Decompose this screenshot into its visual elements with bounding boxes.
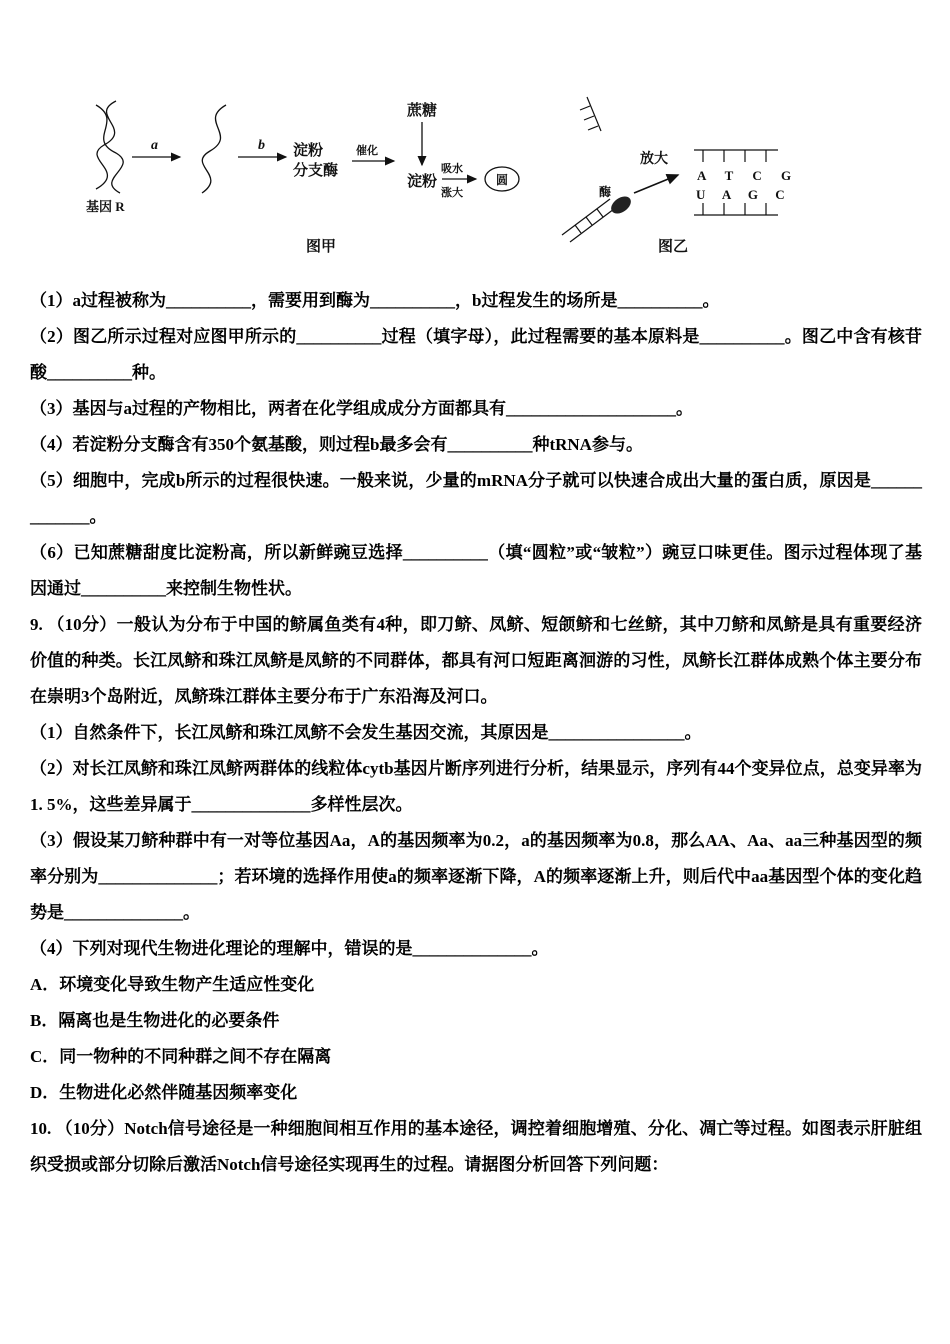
paragraph: 10. （10分）Notch信号途径是一种细胞间相互作用的基本途径，调控着细胞增殖、分化、凋亡等过程。如图表示肝脏组织受损或部分切除后激活Notch信号途径实现再生的过程。请据图分析回答下列问题： xyxy=(30,1119,922,1174)
gene-label: 基因 R xyxy=(86,199,125,214)
magnify-label: 放大 xyxy=(640,152,668,167)
figure-yi-caption: 图乙 xyxy=(658,239,689,255)
arrow-b-label: b xyxy=(258,138,265,153)
paragraph: B．隔离也是生物进化的必要条件 xyxy=(30,1011,280,1030)
template-strand-lower xyxy=(562,199,618,242)
branching-enzyme-line1: 淀粉 xyxy=(293,143,324,159)
paragraph: （2）对长江凤鲚和珠江凤鲚两群体的线粒体cytb基因片断序列进行分析，结果显示，序列有44个变异位点，总变异率为1. 5%，这些差异属于______________多样性层次。 xyxy=(30,759,922,814)
paragraph: （3）基因与a过程的产物相比，两者在化学组成成分方面都具有____________________。 xyxy=(30,399,693,418)
paragraph: （5）细胞中，完成b所示的过程很快速。一般来说，少量的mRNA分子就可以快速合成出大量的蛋白质，原因是_____________。 xyxy=(30,471,922,526)
question-body xyxy=(30,283,922,1183)
rna-polymerase-enzyme-shape xyxy=(608,193,634,217)
figure-jia-caption: 图甲 xyxy=(306,239,337,255)
dna-bases-row: A T C G xyxy=(697,168,800,183)
paragraph: （4）若淀粉分支酶含有350个氨基酸，则过程b最多会有__________种tRNA参与。 xyxy=(30,435,643,454)
round-label: 圆 xyxy=(496,173,509,187)
template-strand-upper xyxy=(580,97,601,131)
rna-bases-row: U A G C xyxy=(696,187,792,202)
paragraph: A．环境变化导致生物产生适应性变化 xyxy=(30,975,315,994)
paragraph: （2）图乙所示过程对应图甲所示的__________过程（填字母），此过程需要的基本原料是__________。图乙中含有核苷酸__________种。 xyxy=(30,327,922,382)
sucrose-label: 蔗糖 xyxy=(407,103,438,119)
paragraph: D．生物进化必然伴随基因频率变化 xyxy=(30,1083,298,1102)
absorb-label: 吸水 xyxy=(441,163,463,175)
paragraph: （4）下列对现代生物进化理论的理解中，错误的是______________。 xyxy=(30,939,549,958)
paragraph: （1）自然条件下，长江凤鲚和珠江凤鲚不会发生基因交流，其原因是________________。 xyxy=(30,723,702,742)
arrow-a-label: a xyxy=(151,138,158,153)
starch-label: 淀粉 xyxy=(407,174,438,190)
magnify-arrow xyxy=(634,175,678,193)
paragraph: （1）a过程被称为__________，需要用到酶为__________，b过程发生的场所是__________。 xyxy=(30,291,720,310)
paragraph: 9. （10分）一般认为分布于中国的鲚属鱼类有4种，即刀鲚、凤鲚、短颌鲚和七丝鲚，其中刀鲚和凤鲚是具有重要经济价值的种类。长江凤鲚和珠江凤鲚是凤鲚的不同群体，都具有河口短距离洄游的习性，凤鲚长江群体成熟个体主要分布在崇明3个岛附近，凤鲚珠江群体主要分布于广东沿海及河口。 xyxy=(30,615,922,706)
enzyme-label: 酶 xyxy=(599,185,612,199)
paragraph: （3）假设某刀鲚种群中有一对等位基因Aa，A的基因频率为0.2，a的基因频率为0.8，那么AA、Aa、aa三种基因型的频率分别为______________；若环境的选择作用使a的频率逐渐下降，A的频率逐渐上升，则后代中aa基因型个体的变化趋势是______________。 xyxy=(30,831,922,922)
figure-svg xyxy=(30,95,922,267)
paragraph: C．同一物种的不同种群之间不存在隔离 xyxy=(30,1047,332,1066)
catalyze-label: 催化 xyxy=(356,145,378,157)
swell-label: 涨大 xyxy=(441,187,463,199)
paragraph: （6）已知蔗糖甜度比淀粉高，所以新鲜豌豆选择__________（填“圆粒”或“皱粒”）豌豆口味更佳。图示过程体现了基因通过__________来控制生物性状。 xyxy=(30,543,922,598)
figure-block xyxy=(30,95,922,267)
mrna-squiggle xyxy=(202,105,226,193)
branching-enzyme-line2: 分支酶 xyxy=(293,163,339,179)
gene-squiggle xyxy=(96,101,123,193)
